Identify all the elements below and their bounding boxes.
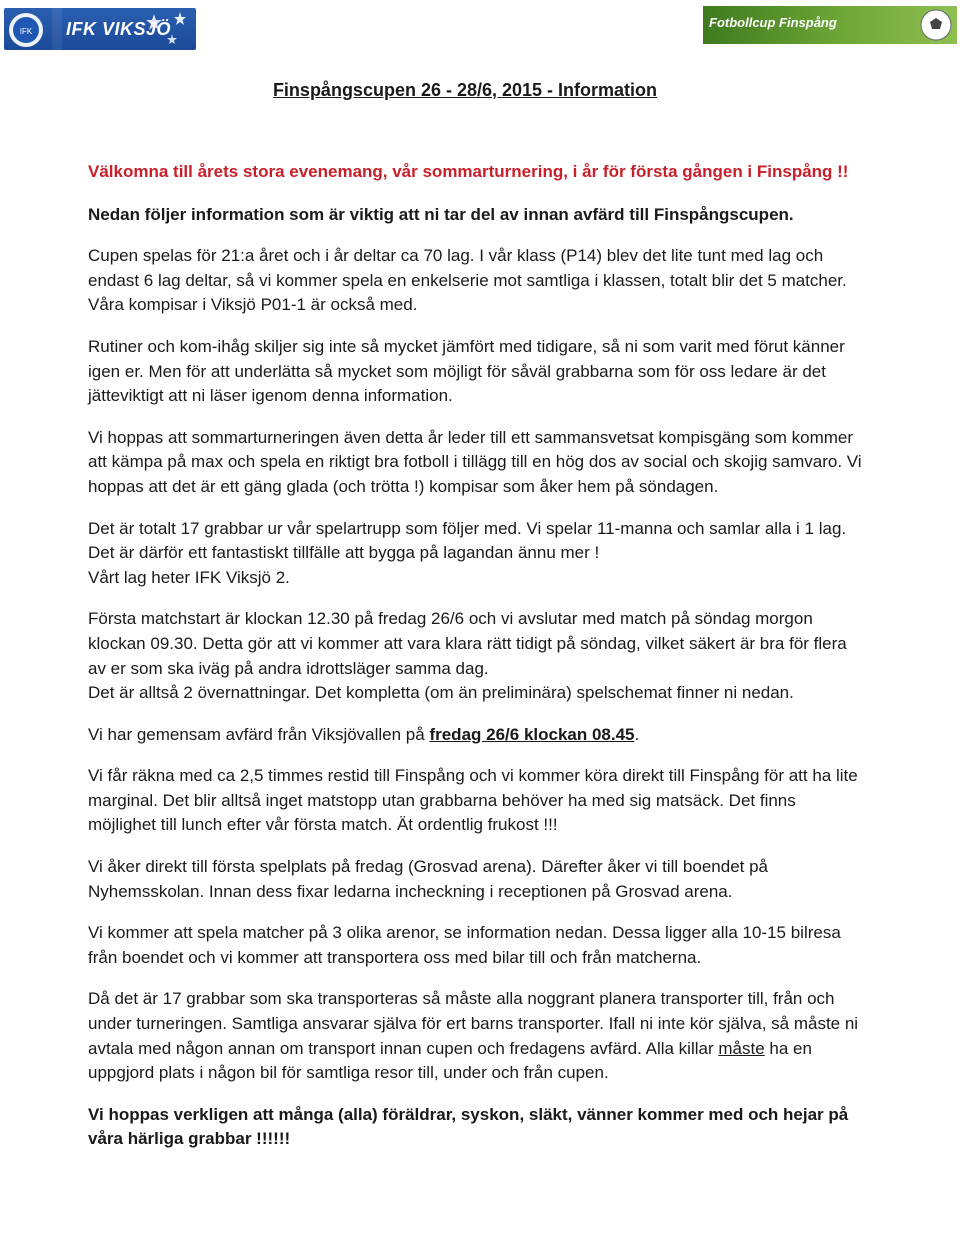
- paragraph-arenas: Vi kommer att spela matcher på 3 olika arenor, se information nedan. Dessa ligger alla 10-15 bilresa från boendet och vi kommer att transportera oss med bilar till och från matcherna.: [88, 923, 841, 967]
- departure-end: .: [634, 724, 640, 744]
- paragraph-routines: Rutiner och kom-ihåg skiljer sig inte så mycket jämfört med tidigare, så ni som varit med förut känner igen er. Men för att underlätta så mycket som möjligt för såväl grabbarna som för oss ledare är det jätteviktigt att ni läser igenom denna information.: [88, 336, 845, 406]
- paragraph-overnights: Det är alltså 2 övernattningar. Det kompletta (om än preliminära) spelschemat finner ni nedan.: [88, 683, 794, 703]
- paragraph-travel: Vi får räkna med ca 2,5 timmes restid till Finspång och vi kommer köra direkt till Finspång för att ha lite marginal. Det blir alltså inget matstopp utan grabbarna behöver ha med sig matsäck. Det finns möjlighet till lunch efter vår första match. Ät ordentlig frukost !!!: [88, 766, 858, 835]
- paragraph-hopes: Vi hoppas att sommarturneringen även detta år leder till ett sammansvetsat kompisgäng som kommer att kämpa på max och spela en riktigt bra fotboll i tillägg till en hög dos av social och skojig samvaro. Vi hoppas att det är ett gäng glada (och trötta !) kompisar som åker hem på söndagen.: [88, 427, 862, 496]
- departure-time: fredag 26/6 klockan 08.45: [429, 724, 635, 744]
- ifk-viksjo-logo: [4, 8, 196, 50]
- paragraph-departure: [88, 723, 868, 748]
- paragraph-team-name: Vårt lag heter IFK Viksjö 2.: [88, 567, 290, 587]
- departure-text: Vi har gemensam avfärd från Viksjövallen på: [88, 724, 430, 744]
- paragraph-squad: Det är totalt 17 grabbar ur vår spelartrupp som följer med. Vi spelar 11-manna och samlar alla i 1 lag. Det är därför ett fantastiskt tillfälle att bygga på lagandan ännu mer !: [88, 518, 847, 563]
- transport-text-end: ha en uppgjord plats i någon bil för samtliga resor till, under och från cupen.: [88, 1038, 812, 1083]
- page-title: Finspångscupen 26 - 28/6, 2015 - Information: [272, 80, 658, 100]
- transport-text: Då det är 17 grabbar som ska transporteras så måste alla noggrant planera transporter till, från och under turneringen. Samtliga ansvarar själva för ert barns transporter. Ifall ni inte kör själva, så måste ni avtala med någon annan om transport innan cupen och fredagens avfärd. Alla killar: [88, 989, 859, 1058]
- paragraph-schedule: Första matchstart är klockan 12.30 på fredag 26/6 och vi avslutar med match på söndag morgon klockan 09.30. Detta gör att vi kommer att vara klara rätt tidigt på söndag, vilket säkert är bra för flera av er som ska iväg på andra idrottsläger samma dag.: [88, 609, 847, 678]
- fotbollcup-finspang-logo: [703, 6, 957, 44]
- svg-text:IFK: IFK: [19, 27, 33, 36]
- football-icon: [919, 8, 953, 42]
- transport-emphasis: måste: [718, 1038, 765, 1058]
- closing-paragraph: Vi hoppas verkligen att många (alla) föräldrar, syskon, släkt, vänner kommer med och hejar på våra härliga grabbar !!!!!!: [88, 1104, 849, 1149]
- logo-text: IFK VIKSJÖ: [66, 19, 172, 39]
- paragraph-first-venue: Vi åker direkt till första spelplats på fredag (Grosvad arena). Därefter åker vi till boendet på Nyhemsskolan. Innan dess fixar ledarna incheckning i receptionen på Grosvad arena.: [88, 857, 769, 901]
- paragraph-cup-info: Cupen spelas för 21:a året och i år deltar ca 70 lag. I vår klass (P14) blev det lite tunt med lag och endast 6 lag deltar, så vi kommer spela en enkelserie mot samtliga i klassen, totalt blir det 5 matcher. Våra kompisar i Viksjö P01-1 är också med.: [88, 246, 847, 315]
- info-heading: Nedan följer information som är viktig att ni tar del av innan avfärd till Finspångscupen.: [88, 204, 794, 224]
- paragraph-transport: [88, 987, 868, 1085]
- document-body: [88, 160, 868, 1152]
- intro-paragraph: Välkomna till årets stora evenemang, vår sommarturnering, i år för första gången i Finspång !!: [88, 162, 849, 181]
- logo-text: Fotbollcup Finspång: [709, 15, 837, 30]
